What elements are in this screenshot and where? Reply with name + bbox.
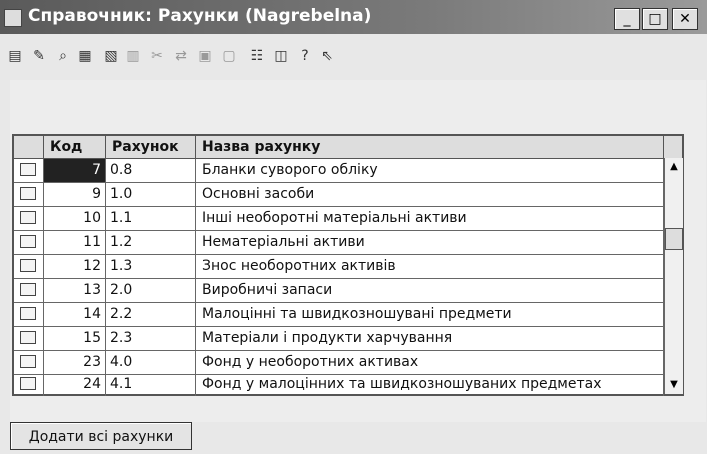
code-cell[interactable]: 10 (44, 207, 106, 230)
account-cell[interactable]: 0.8 (106, 159, 196, 182)
code-cell[interactable]: 14 (44, 303, 106, 326)
close-button[interactable]: ✕ (672, 8, 698, 30)
scroll-down-icon[interactable]: ▼ (670, 379, 678, 390)
code-cell[interactable]: 12 (44, 255, 106, 278)
account-cell[interactable]: 1.1 (106, 207, 196, 230)
minimize-button[interactable]: _ (614, 8, 640, 30)
name-cell[interactable]: Фонд у малоцінних та швидкозношуваних предметах (196, 373, 664, 396)
scroll-up-icon[interactable]: ▲ (670, 161, 678, 172)
account-cell[interactable]: 4.1 (106, 373, 196, 396)
folder-icon (20, 283, 36, 296)
tree-icon[interactable]: ☷ (250, 48, 264, 64)
window-title: Справочник: Рахунки (Nagrebelna) (28, 6, 372, 26)
name-cell[interactable]: Бланки суворого обліку (196, 159, 664, 182)
name-cell[interactable]: Знос необоротних активів (196, 255, 664, 278)
row-icon-cell (14, 207, 44, 230)
add-all-accounts-button[interactable]: Додати всі рахунки (10, 422, 192, 450)
table-row[interactable] (14, 159, 664, 183)
copy-icon[interactable]: ▧ (104, 48, 118, 64)
select-icon[interactable]: ◫ (274, 48, 288, 64)
folder-icon (20, 211, 36, 224)
find-icon[interactable]: ⌕ (59, 48, 67, 64)
row-icon-cell (14, 373, 44, 396)
code-cell[interactable]: 7 (44, 159, 106, 182)
account-cell[interactable]: 1.0 (106, 183, 196, 206)
table-header (14, 136, 682, 159)
toolbar (0, 38, 707, 74)
folder-icon (20, 259, 36, 272)
folder-icon (20, 187, 36, 200)
accounts-table (12, 134, 684, 396)
table-row[interactable] (14, 327, 664, 351)
name-cell[interactable]: Нематеріальні активи (196, 231, 664, 254)
account-cell[interactable]: 1.3 (106, 255, 196, 278)
folder-icon (20, 235, 36, 248)
folder-icon[interactable]: ▢ (222, 48, 236, 64)
scroll-thumb[interactable] (665, 228, 683, 250)
code-cell[interactable]: 24 (44, 373, 106, 396)
name-cell[interactable]: Виробничі запаси (196, 279, 664, 302)
folder-icon (20, 377, 36, 390)
account-cell[interactable]: 2.2 (106, 303, 196, 326)
table-row[interactable] (14, 183, 664, 207)
group-icon[interactable]: ▥ (126, 48, 140, 64)
code-cell[interactable]: 9 (44, 183, 106, 206)
table-row[interactable] (14, 255, 664, 279)
row-icon-cell (14, 351, 44, 374)
table-row[interactable] (14, 231, 664, 255)
delete-icon[interactable]: ✂ (151, 48, 163, 64)
folder-icon (20, 355, 36, 368)
folder-icon (20, 331, 36, 344)
code-cell[interactable]: 13 (44, 279, 106, 302)
row-icon-cell (14, 303, 44, 326)
row-icon-cell (14, 159, 44, 182)
row-icon-cell (14, 231, 44, 254)
account-cell[interactable]: 1.2 (106, 231, 196, 254)
name-cell[interactable]: Матеріали і продукти харчування (196, 327, 664, 350)
account-cell[interactable]: 4.0 (106, 351, 196, 374)
code-cell[interactable]: 23 (44, 351, 106, 374)
row-icon-cell (14, 327, 44, 350)
new-row-icon[interactable]: ▤ (8, 48, 22, 64)
name-cell[interactable]: Основні засоби (196, 183, 664, 206)
account-cell[interactable]: 2.0 (106, 279, 196, 302)
code-cell[interactable]: 11 (44, 231, 106, 254)
table-row[interactable] (14, 373, 664, 396)
table-row[interactable] (14, 351, 664, 375)
column-header-account[interactable]: Рахунок (106, 136, 196, 158)
name-cell[interactable]: Малоцінні та швидкозношувані предмети (196, 303, 664, 326)
help-icon[interactable]: ? (301, 48, 309, 64)
context-help-icon[interactable]: ⇖ (321, 48, 333, 64)
insert-icon[interactable]: ▦ (78, 48, 92, 64)
row-icon-cell (14, 183, 44, 206)
move-icon[interactable]: ⇄ (175, 48, 187, 64)
folder-icon (20, 307, 36, 320)
name-cell[interactable]: Фонд у необоротних активах (196, 351, 664, 374)
maximize-button[interactable]: □ (642, 8, 668, 30)
title-bar (0, 0, 707, 34)
code-cell[interactable]: 15 (44, 327, 106, 350)
app-icon (4, 9, 22, 27)
table-row[interactable] (14, 303, 664, 327)
column-header-name[interactable]: Назва рахунку (196, 136, 664, 158)
account-cell[interactable]: 2.3 (106, 327, 196, 350)
table-row[interactable] (14, 207, 664, 231)
column-header-code[interactable]: Код (44, 136, 106, 158)
folder-icon (20, 163, 36, 176)
row-icon-cell (14, 279, 44, 302)
edit-icon[interactable]: ✎ (33, 48, 45, 64)
properties-icon[interactable]: ▣ (198, 48, 212, 64)
table-row[interactable] (14, 279, 664, 303)
row-icon-cell (14, 255, 44, 278)
name-cell[interactable]: Інші необоротні матеріальні активи (196, 207, 664, 230)
header-icon-column (14, 136, 44, 158)
vertical-scrollbar[interactable] (664, 158, 683, 394)
